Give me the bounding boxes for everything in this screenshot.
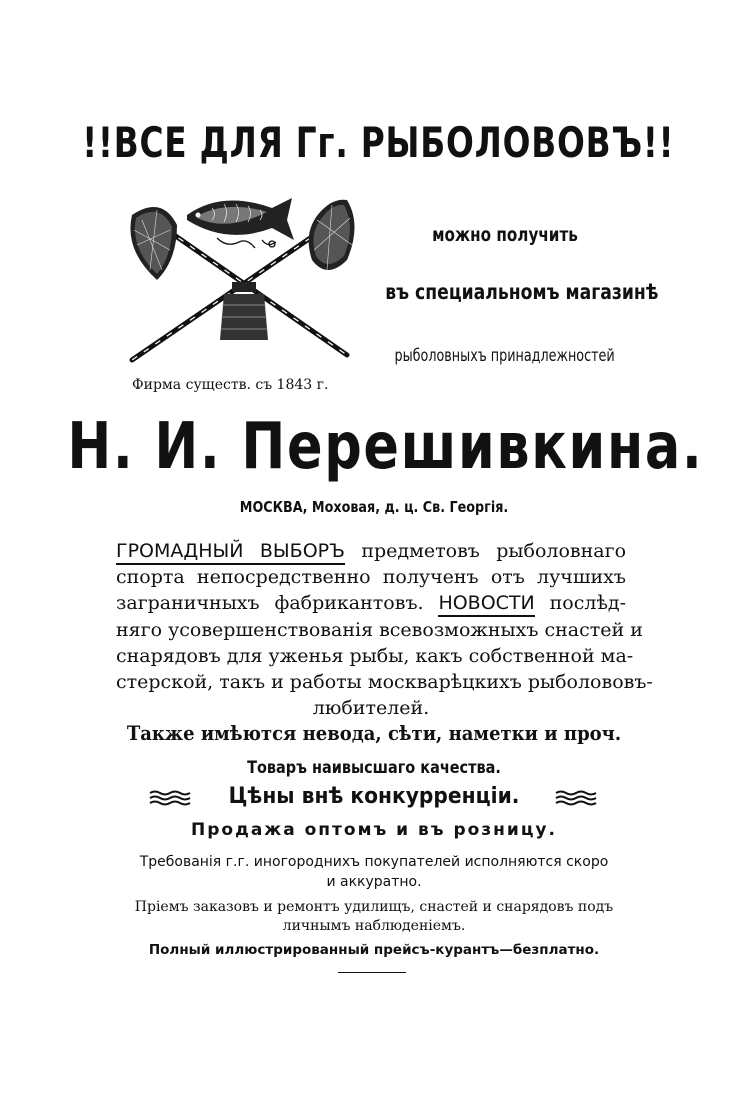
- address: МОСКВА, Моховая, д. ц. Св. Георгія.: [239, 498, 509, 516]
- body-line: любителей.: [312, 697, 430, 720]
- divider: [338, 972, 406, 973]
- body-line: снарядовъ для уженья рыбы, какъ собственной ма-: [116, 644, 634, 667]
- news-heading: НОВОСТИ: [438, 592, 534, 617]
- intro-line-2: въ специальномъ магазинѣ: [385, 280, 659, 304]
- prices-line: [0, 784, 748, 809]
- pricelist-line: Полный иллюстрированный прейсъ-курантъ—безплатно.: [148, 942, 600, 958]
- right-ornament-icon: [554, 788, 600, 806]
- sale-line: Продажа оптомъ и въ розницу.: [191, 820, 557, 840]
- left-ornament-icon: [148, 788, 194, 806]
- also-available: Также имѣются невода, сѣти, наметки и проч.: [126, 721, 622, 745]
- fishing-emblem-illustration: [122, 190, 362, 370]
- prices-text: Цѣны внѣ конкурренціи.: [228, 784, 520, 809]
- established-caption: Фирма существ. съ 1843 г.: [132, 377, 329, 393]
- basket-icon: [220, 282, 268, 340]
- orders-repair: Прiемъ заказовъ и ремонтъ удилищъ, снастей и снарядовъ подъ личнымъ наблюденіемъ.: [134, 899, 614, 934]
- intro-line-3: рыболовныхъ принадлежностей: [394, 346, 615, 366]
- left-net-icon: [130, 207, 177, 280]
- body-line: няго усовершенствованія всевозможныхъ снастей и: [116, 618, 643, 641]
- headline: !!ВСЕ ДЛЯ Гг. РЫБОЛОВОВЪ!!: [82, 118, 675, 167]
- body-line: стерской, такъ и работы москварѣцкихъ рыболововъ-: [116, 670, 653, 693]
- right-net-icon: [309, 200, 355, 270]
- fish-icon: [187, 198, 294, 240]
- huge-choice-heading: ГРОМАДНЫЙ ВЫБОРЪ: [116, 540, 345, 565]
- requirements: Требованія г.г. иногороднихъ покупателей исполняются скоро и аккуратно.: [139, 854, 609, 890]
- body-paragraph: [116, 538, 653, 721]
- intro-line-1: можно получить: [432, 224, 578, 246]
- body-line: заграничныхъ фабрикантовъ. НОВОСТИ послѣд-: [116, 590, 626, 616]
- body-line: спорта непосредственно полученъ отъ лучшихъ: [116, 566, 626, 589]
- body-line: ГРОМАДНЫЙ ВЫБОРЪ предметовъ рыболовнаго: [116, 538, 626, 564]
- firm-name: Н. И. Перешивкина.: [67, 410, 704, 484]
- quality-line: Товаръ наивысшаго качества.: [247, 758, 501, 778]
